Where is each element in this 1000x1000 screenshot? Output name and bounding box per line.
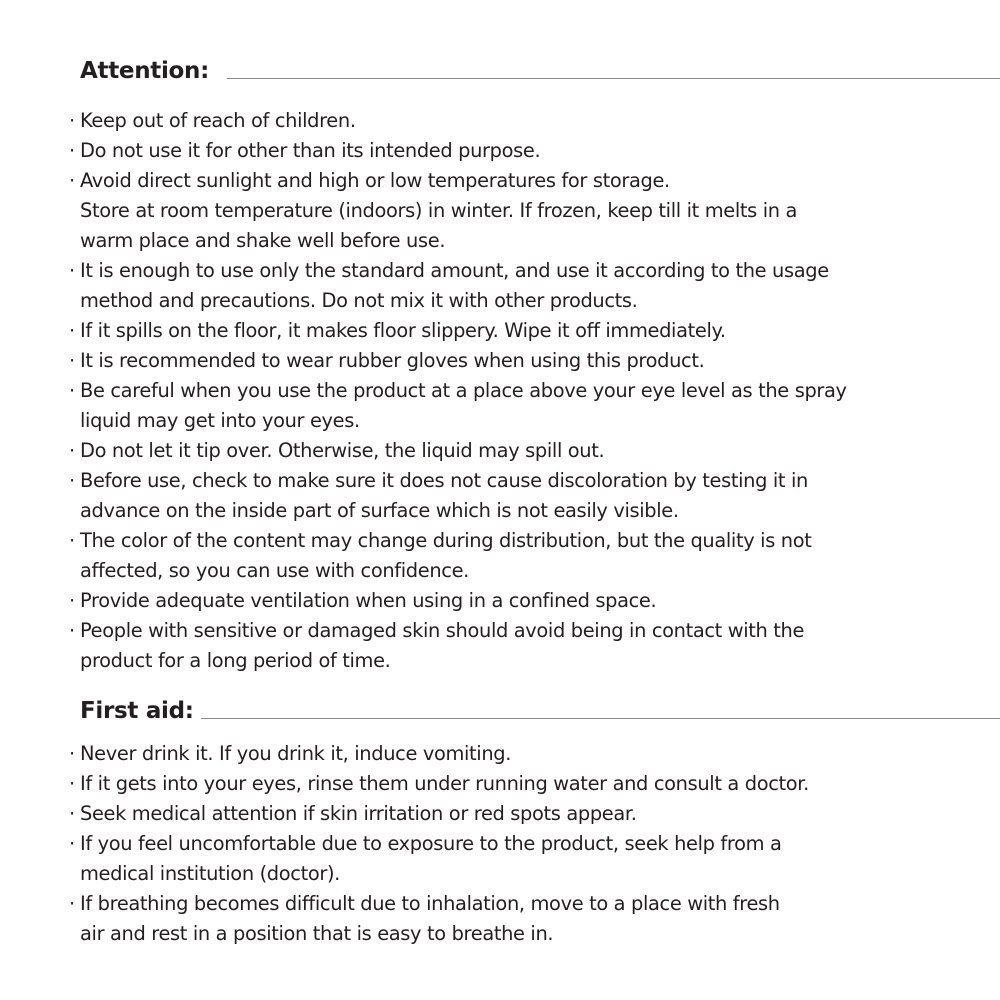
item-text: warm place and shake well before use. bbox=[80, 229, 446, 252]
attention-item bbox=[0, 436, 1000, 466]
attention-section bbox=[0, 53, 1000, 676]
attention-header bbox=[0, 53, 1000, 89]
item-text: · Never drink it. If you drink it, induce vomiting. bbox=[80, 742, 512, 765]
item-text: · It is enough to use only the standard amount, and use it according to the usage bbox=[80, 259, 829, 282]
first-aid-header bbox=[0, 693, 1000, 729]
first-aid-list bbox=[0, 739, 1000, 949]
attention-item bbox=[0, 346, 1000, 376]
item-text: · Seek medical attention if skin irritation or red spots appear. bbox=[80, 802, 637, 825]
item-text: liquid may get into your eyes. bbox=[80, 409, 360, 432]
first-aid-divider bbox=[201, 718, 1000, 719]
item-text: air and rest in a position that is easy to breathe in. bbox=[80, 922, 554, 945]
attention-item bbox=[0, 376, 1000, 436]
item-text: · People with sensitive or damaged skin should avoid being in contact with the bbox=[80, 619, 805, 642]
attention-list bbox=[0, 106, 1000, 676]
attention-item bbox=[0, 526, 1000, 586]
first-aid-title: First aid: bbox=[80, 698, 194, 724]
attention-item bbox=[0, 136, 1000, 166]
attention-item bbox=[0, 586, 1000, 616]
attention-item bbox=[0, 166, 1000, 256]
item-text: · If breathing becomes difficult due to inhalation, move to a place with fresh bbox=[80, 892, 780, 915]
item-text: · Do not use it for other than its intended purpose. bbox=[80, 139, 541, 162]
item-text: · Do not let it tip over. Otherwise, the liquid may spill out. bbox=[80, 439, 605, 462]
item-text: · Avoid direct sunlight and high or low temperatures for storage. bbox=[80, 169, 670, 192]
item-text: · If you feel uncomfortable due to exposure to the product, seek help from a bbox=[80, 832, 782, 855]
first-aid-item bbox=[0, 829, 1000, 889]
first-aid-item bbox=[0, 769, 1000, 799]
item-text: · It is recommended to wear rubber gloves when using this product. bbox=[80, 349, 705, 372]
first-aid-item bbox=[0, 889, 1000, 949]
item-text: method and precautions. Do not mix it with other products. bbox=[80, 289, 638, 312]
first-aid-section bbox=[0, 693, 1000, 949]
item-text: · If it gets into your eyes, rinse them under running water and consult a doctor. bbox=[80, 772, 809, 795]
attention-item bbox=[0, 256, 1000, 316]
item-text: · If it spills on the floor, it makes floor slippery. Wipe it off immediately. bbox=[80, 319, 726, 342]
item-text: advance on the inside part of surface which is not easily visible. bbox=[80, 499, 679, 522]
item-text: Store at room temperature (indoors) in winter. If frozen, keep till it melts in a bbox=[80, 199, 798, 222]
item-text: medical institution (doctor). bbox=[80, 862, 340, 885]
item-text: affected, so you can use with confidence. bbox=[80, 559, 469, 582]
item-text: · Provide adequate ventilation when using in a confined space. bbox=[80, 589, 657, 612]
attention-item bbox=[0, 466, 1000, 526]
first-aid-item bbox=[0, 739, 1000, 769]
attention-item bbox=[0, 616, 1000, 676]
item-text: · Keep out of reach of children. bbox=[80, 109, 356, 132]
first-aid-item bbox=[0, 799, 1000, 829]
item-text: · Before use, check to make sure it does not cause discoloration by testing it in bbox=[80, 469, 808, 492]
item-text: · The color of the content may change during distribution, but the quality is not bbox=[80, 529, 812, 552]
attention-item bbox=[0, 106, 1000, 136]
attention-item bbox=[0, 316, 1000, 346]
item-text: product for a long period of time. bbox=[80, 649, 391, 672]
item-text: · Be careful when you use the product at a place above your eye level as the spray bbox=[80, 379, 847, 402]
attention-title: Attention: bbox=[80, 58, 210, 84]
attention-divider bbox=[227, 78, 1000, 79]
